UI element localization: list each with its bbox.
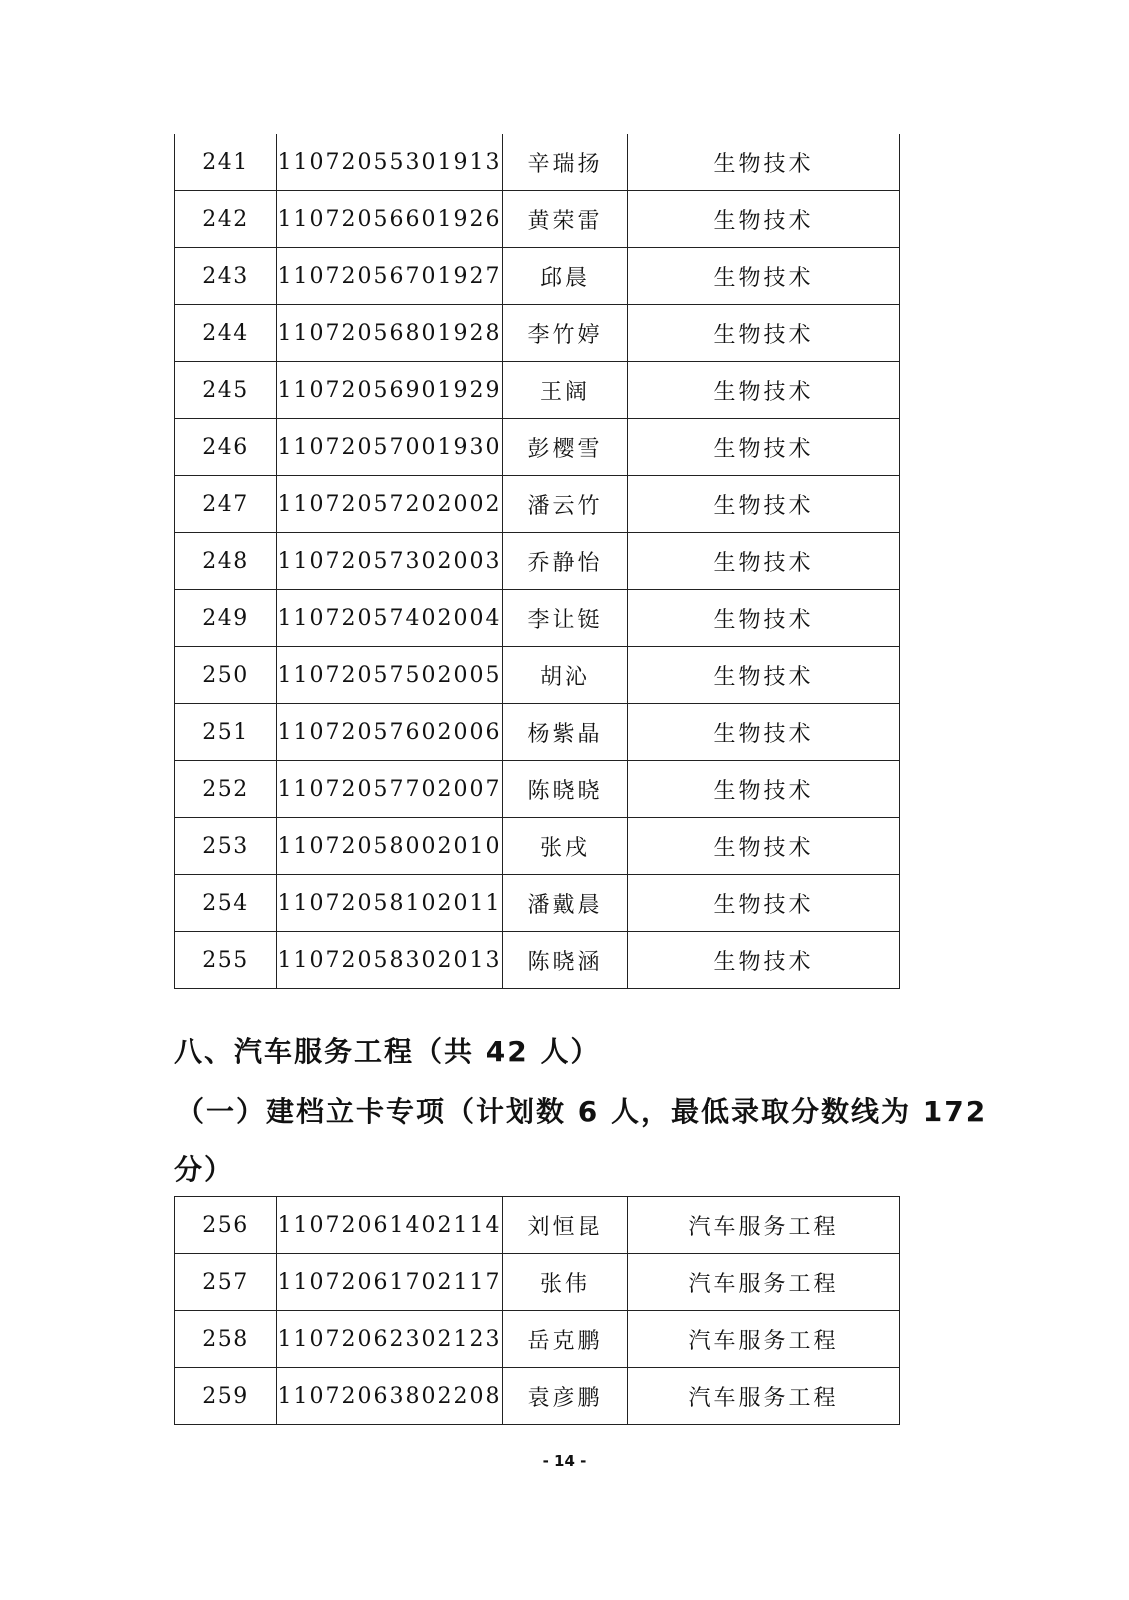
exam-id: 11072057001930 [277, 419, 503, 476]
section-title: 八、汽车服务工程（共 42 人） [174, 1035, 601, 1068]
exam-id: 11072057202002 [277, 476, 503, 533]
table-row [175, 590, 900, 647]
student-name: 李竹婷 [503, 305, 628, 362]
student-name: 乔静怡 [503, 533, 628, 590]
exam-id: 11072056701927 [277, 248, 503, 305]
exam-id: 11072058002010 [277, 818, 503, 875]
row-number: 257 [175, 1254, 277, 1311]
admission-table-auto-service [174, 1196, 900, 1425]
student-name: 袁彦鹏 [503, 1368, 628, 1425]
major: 生物技术 [628, 875, 900, 932]
student-name: 邱晨 [503, 248, 628, 305]
student-name: 陈晓涵 [503, 932, 628, 989]
row-number: 254 [175, 875, 277, 932]
major: 生物技术 [628, 305, 900, 362]
table-row [175, 1254, 900, 1311]
exam-id: 11072057702007 [277, 761, 503, 818]
major: 生物技术 [628, 704, 900, 761]
exam-id: 11072058102011 [277, 875, 503, 932]
major: 生物技术 [628, 248, 900, 305]
major: 生物技术 [628, 761, 900, 818]
row-number: 259 [175, 1368, 277, 1425]
row-number: 256 [175, 1197, 277, 1254]
student-name: 潘云竹 [503, 476, 628, 533]
subsection-title-line2: 分） [174, 1153, 235, 1186]
admission-table-biotech [174, 134, 900, 989]
exam-id: 11072056901929 [277, 362, 503, 419]
exam-id: 11072057402004 [277, 590, 503, 647]
row-number: 247 [175, 476, 277, 533]
major: 生物技术 [628, 533, 900, 590]
row-number: 249 [175, 590, 277, 647]
student-name: 岳克鹏 [503, 1311, 628, 1368]
table-row [175, 704, 900, 761]
student-name: 刘恒昆 [503, 1197, 628, 1254]
row-number: 244 [175, 305, 277, 362]
row-number: 241 [175, 134, 277, 191]
row-number: 250 [175, 647, 277, 704]
row-number: 243 [175, 248, 277, 305]
student-name: 彭樱雪 [503, 419, 628, 476]
table-row [175, 1311, 900, 1368]
table-row [175, 818, 900, 875]
major: 生物技术 [628, 191, 900, 248]
student-name: 黄荣雷 [503, 191, 628, 248]
subsection-title-line1: （一）建档立卡专项（计划数 6 人，最低录取分数线为 172 [176, 1095, 988, 1128]
major: 生物技术 [628, 590, 900, 647]
major: 生物技术 [628, 932, 900, 989]
table-row [175, 248, 900, 305]
student-name: 潘戴晨 [503, 875, 628, 932]
row-number: 255 [175, 932, 277, 989]
exam-id: 11072063802208 [277, 1368, 503, 1425]
major: 生物技术 [628, 134, 900, 191]
major: 汽车服务工程 [628, 1368, 900, 1425]
student-name: 胡沁 [503, 647, 628, 704]
exam-id: 11072062302123 [277, 1311, 503, 1368]
table-row [175, 476, 900, 533]
student-name: 张伟 [503, 1254, 628, 1311]
table-row [175, 134, 900, 191]
table-row [175, 932, 900, 989]
table-row [175, 1368, 900, 1425]
table-row [175, 362, 900, 419]
table-row [175, 1197, 900, 1254]
table-row [175, 419, 900, 476]
exam-id: 11072057602006 [277, 704, 503, 761]
row-number: 258 [175, 1311, 277, 1368]
row-number: 246 [175, 419, 277, 476]
page-number: - 14 - [542, 1452, 587, 1470]
major: 汽车服务工程 [628, 1311, 900, 1368]
exam-id: 11072057302003 [277, 533, 503, 590]
table-row [175, 647, 900, 704]
table-row [175, 305, 900, 362]
row-number: 245 [175, 362, 277, 419]
exam-id: 11072061402114 [277, 1197, 503, 1254]
major: 生物技术 [628, 362, 900, 419]
major: 汽车服务工程 [628, 1197, 900, 1254]
student-name: 李让铤 [503, 590, 628, 647]
table-row [175, 191, 900, 248]
exam-id: 11072057502005 [277, 647, 503, 704]
major: 生物技术 [628, 419, 900, 476]
row-number: 248 [175, 533, 277, 590]
exam-id: 11072061702117 [277, 1254, 503, 1311]
row-number: 253 [175, 818, 277, 875]
table-row [175, 761, 900, 818]
exam-id: 11072055301913 [277, 134, 503, 191]
student-name: 王阔 [503, 362, 628, 419]
exam-id: 11072056601926 [277, 191, 503, 248]
exam-id: 11072058302013 [277, 932, 503, 989]
major: 生物技术 [628, 476, 900, 533]
major: 汽车服务工程 [628, 1254, 900, 1311]
exam-id: 11072056801928 [277, 305, 503, 362]
major: 生物技术 [628, 647, 900, 704]
student-name: 陈晓晓 [503, 761, 628, 818]
table-row [175, 875, 900, 932]
student-name: 张戌 [503, 818, 628, 875]
row-number: 252 [175, 761, 277, 818]
student-name: 辛瑞扬 [503, 134, 628, 191]
table-row [175, 533, 900, 590]
row-number: 251 [175, 704, 277, 761]
student-name: 杨紫晶 [503, 704, 628, 761]
row-number: 242 [175, 191, 277, 248]
major: 生物技术 [628, 818, 900, 875]
